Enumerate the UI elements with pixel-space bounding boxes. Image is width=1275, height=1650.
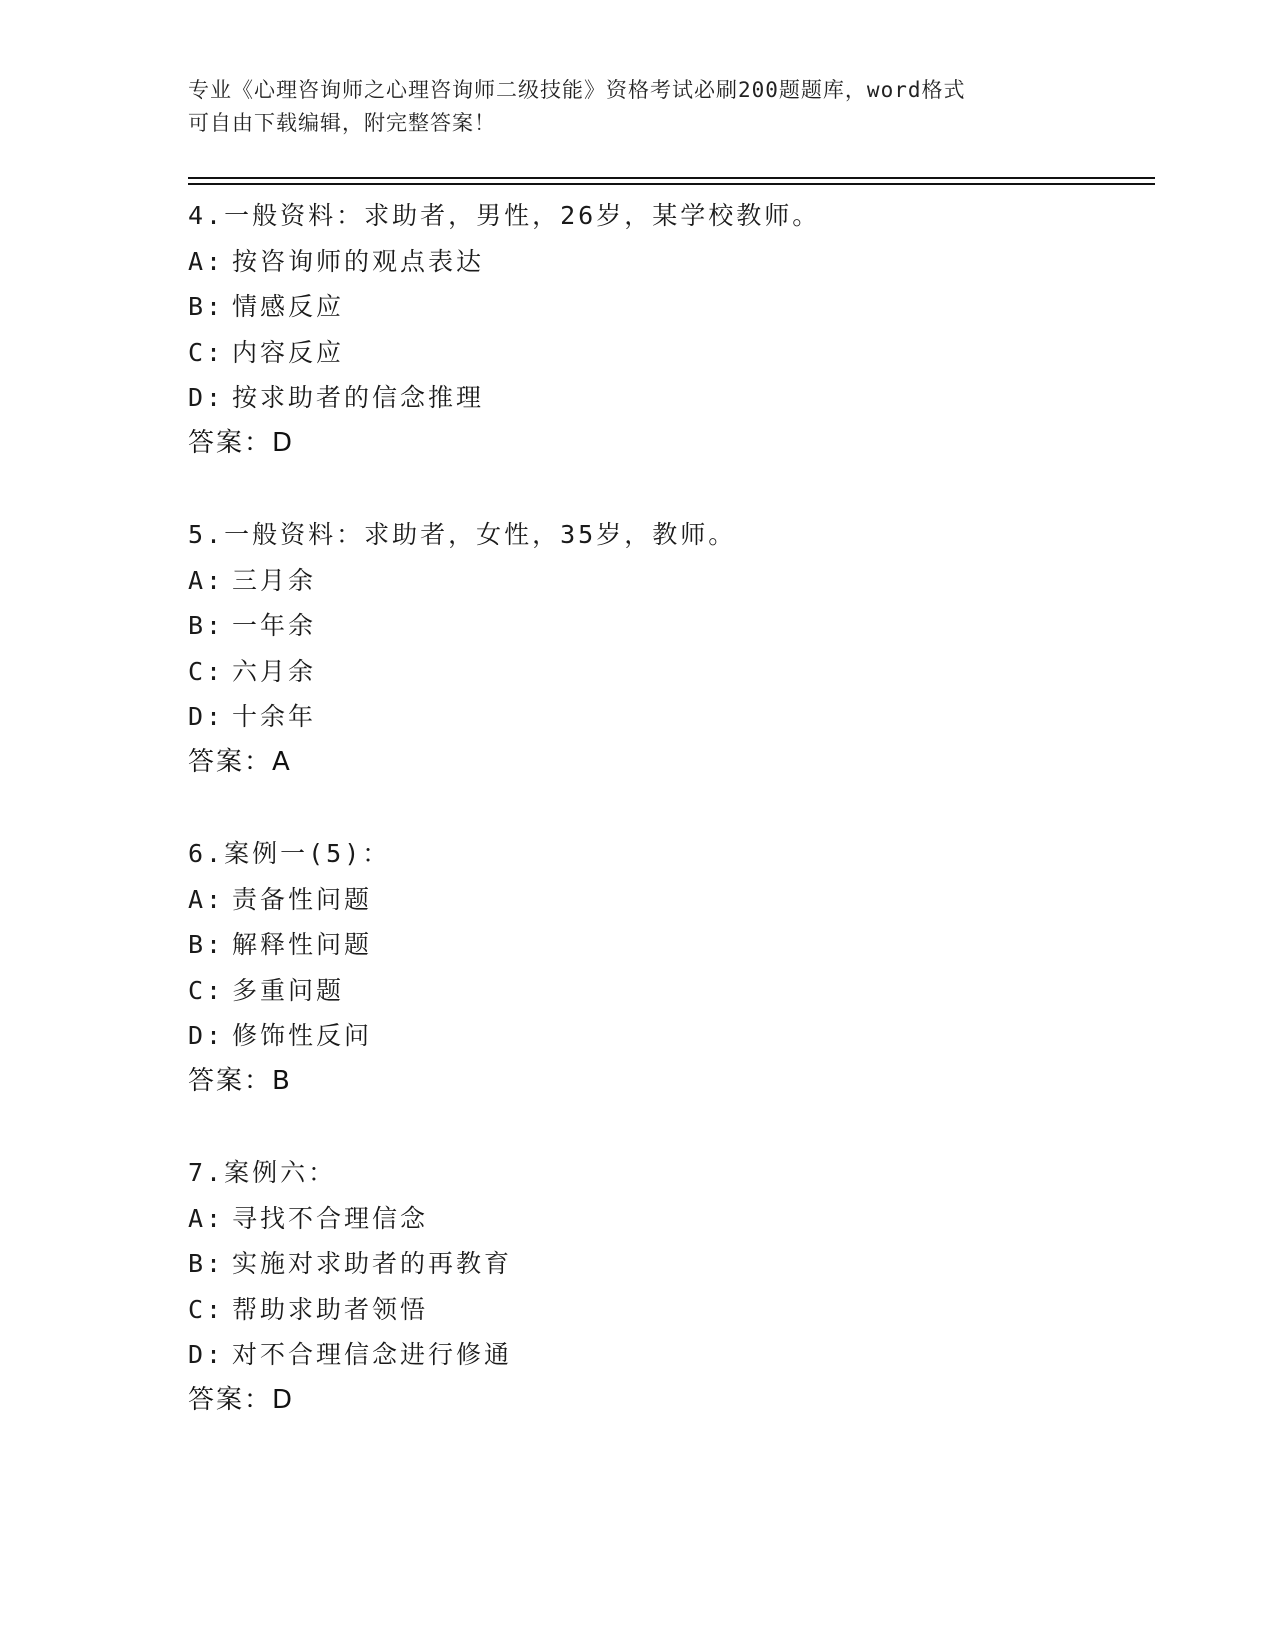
option-letter: D: <box>188 1340 225 1369</box>
option-text: 解释性问题 <box>232 930 373 959</box>
answer-value: D <box>272 1384 295 1415</box>
answer-label: 答案： <box>188 427 273 458</box>
option-text: 按咨询师的观点表达 <box>232 246 485 276</box>
option-a <box>188 877 1148 923</box>
option-text: 多重问题 <box>232 975 345 1005</box>
option-text: 一年余 <box>232 611 317 640</box>
answer-line <box>188 1059 1148 1105</box>
question-item <box>188 1150 1148 1423</box>
question-item <box>188 831 1148 1104</box>
option-text: 对不合理信念进行修通 <box>232 1340 513 1369</box>
option-letter: A: <box>188 1203 225 1233</box>
option-text: 情感反应 <box>232 292 345 321</box>
question-item <box>188 512 1148 785</box>
option-letter: C: <box>188 337 225 367</box>
answer-line <box>188 1378 1148 1424</box>
option-d <box>188 375 1148 421</box>
question-stem: 5.一般资料：求助者，女性，35岁，教师。 <box>188 520 737 549</box>
option-c <box>188 649 1148 695</box>
option-letter: A: <box>188 884 225 914</box>
option-a <box>188 1196 1148 1242</box>
option-letter: C: <box>188 656 225 686</box>
option-letter: A: <box>188 246 225 276</box>
answer-value: A <box>272 746 292 777</box>
answer-line <box>188 421 1148 467</box>
option-text: 帮助求助者领悟 <box>232 1294 429 1324</box>
option-text: 寻找不合理信念 <box>232 1203 429 1233</box>
option-text: 六月余 <box>232 656 317 686</box>
option-c <box>188 968 1148 1014</box>
option-letter: B: <box>188 611 225 640</box>
document-header <box>188 74 1088 140</box>
option-text: 实施对求助者的再教育 <box>232 1249 513 1278</box>
answer-label: 答案： <box>188 1065 273 1096</box>
option-letter: D: <box>188 1021 225 1050</box>
option-letter: B: <box>188 1249 225 1278</box>
option-text: 按求助者的信念推理 <box>232 383 485 412</box>
option-text: 内容反应 <box>232 337 345 367</box>
answer-value: B <box>272 1065 292 1096</box>
option-text: 责备性问题 <box>232 884 373 914</box>
option-letter: D: <box>188 383 225 412</box>
option-letter: C: <box>188 975 225 1005</box>
option-text: 三月余 <box>232 565 317 595</box>
option-text: 修饰性反问 <box>232 1021 373 1050</box>
option-letter: A: <box>188 565 225 595</box>
option-c <box>188 330 1148 376</box>
option-c <box>188 1287 1148 1333</box>
question-stem: 7.案例六： <box>188 1158 337 1187</box>
answer-label: 答案： <box>188 746 273 777</box>
question-stem: 4.一般资料：求助者，男性，26岁，某学校教师。 <box>188 201 821 230</box>
option-b <box>188 284 1148 330</box>
option-a <box>188 239 1148 285</box>
option-letter: C: <box>188 1294 225 1324</box>
option-b <box>188 922 1148 968</box>
option-b <box>188 1241 1148 1287</box>
question-item <box>188 193 1148 466</box>
option-d <box>188 1332 1148 1378</box>
answer-line <box>188 740 1148 786</box>
answer-label: 答案： <box>188 1384 273 1415</box>
option-letter: D: <box>188 702 225 731</box>
option-text: 十余年 <box>232 702 317 731</box>
option-d <box>188 694 1148 740</box>
option-letter: B: <box>188 930 225 959</box>
question-list <box>188 193 1148 1469</box>
header-line-2: 可自由下载编辑，附完整答案！ <box>188 111 496 135</box>
option-letter: B: <box>188 292 225 321</box>
option-d <box>188 1013 1148 1059</box>
option-a <box>188 558 1148 604</box>
header-divider-bottom <box>188 183 1155 185</box>
header-divider-top <box>188 177 1155 179</box>
option-b <box>188 603 1148 649</box>
question-stem: 6.案例一(5)： <box>188 839 391 868</box>
header-line-1: 专业《心理咨询师之心理咨询师二级技能》资格考试必刷200题题库，word格式 <box>188 78 966 102</box>
answer-value: D <box>272 427 295 458</box>
